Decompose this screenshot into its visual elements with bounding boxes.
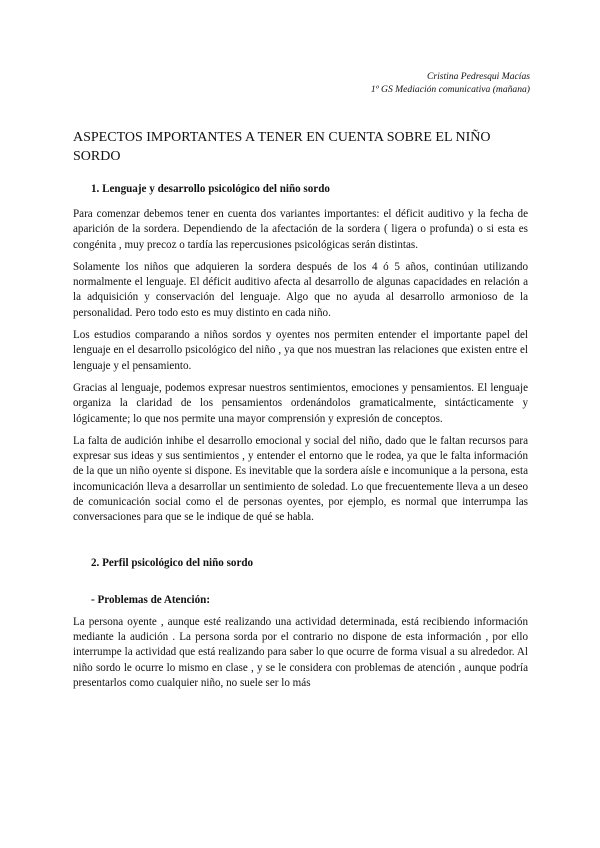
subsection-heading: - Problemas de Atención:: [91, 593, 211, 606]
paragraph: Gracias al lenguaje, podemos expresar nuestros sentimientos, emociones y pensamientos. El lenguaje organiza la claridad de los pensamientos ordenándolos gramaticalmente, sintácticamente y lógicamente; lo que nos permite una mayor comprensión y expresión de conceptos.: [73, 381, 528, 425]
author-name: Cristina Pedresqui Macías: [426, 71, 530, 82]
section-2-heading: 2. Perfil psicológico del niño sordo: [91, 556, 254, 569]
document-body: [73, 182, 528, 698]
paragraph: Para comenzar debemos tener en cuenta dos variantes importantes: el déficit auditivo y la fecha de aparición de la sordera. Dependiendo de la afectación de la sordera ( ligera o profunda) o si esta es congénita , muy precoz o tardía las repercusiones psicológicas serán distintas.: [73, 208, 528, 251]
paragraph: Solamente los niños que adquieren la sordera después de los 4 ó 5 años, continúan utilizando normalmente el lenguaje. El déficit auditivo afecta al desarrollo de algunas capacidades en relación a la adquisición y conservación del lenguaje. Algo que no ayuda al desarrollo armonioso de la personalidad. Pero todo esto es muy distinto en cada niño.: [73, 260, 528, 319]
document-header: [371, 70, 530, 96]
document-title: ASPECTOS IMPORTANTES A TENER EN CUENTA SOBRE EL NIÑO SORDO: [73, 130, 491, 164]
paragraph: La falta de audición inhibe el desarrollo emocional y social del niño, dado que le faltan recursos para expresar sus ideas y sus sentimientos , y entender el entorno que le rodea, ya que le falta información de la que un niño oyente si dispone. Es inevitable que la sordera aísle e incomunique a la persona, esta incomunicación lleva a desarrollar un sentimiento de soledad. Lo que frecuentemente lleva a un deseo de comunicación social como el de personas oyentes, por ejemplo, es normal que interrumpa las conversaciones para que se le indique de qué se habla.: [73, 434, 528, 524]
paragraph: Los estudios comparando a niños sordos y oyentes nos permiten entender el importante papel del lenguaje en el desarrollo psicológico del niño , ya que nos muestran las relaciones que existen entre el lenguaje y el pensamiento.: [73, 329, 528, 372]
course-name: 1º GS Mediación comunicativa (mañana): [370, 84, 530, 95]
paragraph: La persona oyente , aunque esté realizando una actividad determinada, está recibiendo información mediante la audición . La persona sorda por el contrario no dispone de esta información , por ello interrumpe la actividad que está realizando para saber lo que ocurre de forma visual a su alrededor. Al niño sordo le ocurre lo mismo en clase , y se le considera con problemas de atención , aunque podría presentarlos como cualquier niño, no suele ser lo más: [73, 615, 528, 689]
section-1-heading: 1. Lenguaje y desarrollo psicológico del niño sordo: [91, 183, 330, 195]
